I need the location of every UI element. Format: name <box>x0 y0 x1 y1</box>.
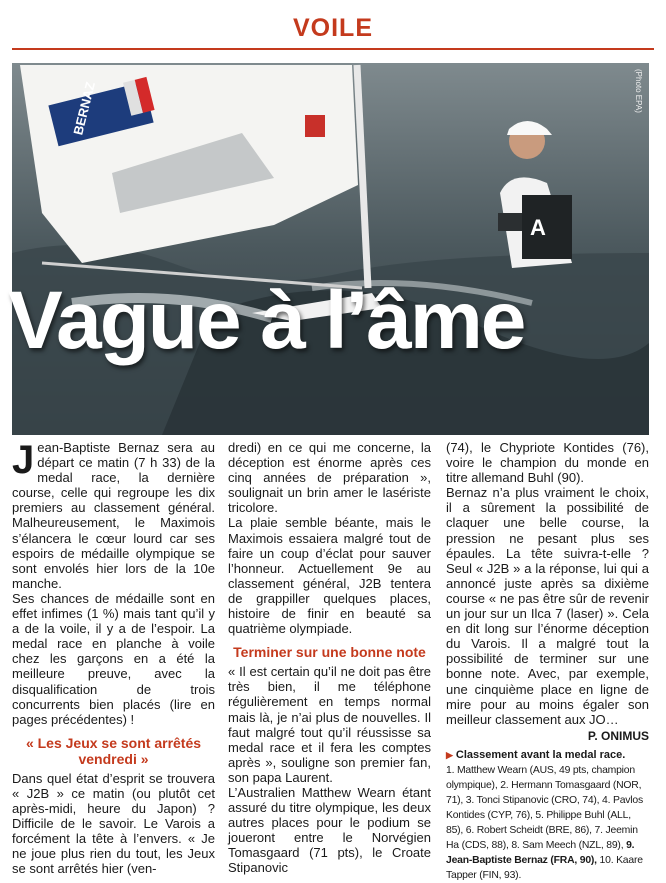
headline: Vague à l’âme <box>8 275 525 366</box>
col1-paragraph-1: ean-Baptiste Bernaz sera au départ ce matin (7 h 33) de la medal race, la dernière course, celle qui regroupe les dix premiers au classement général. Malheureusement, le Maximois s’élancera le cœur lourd car ses espoirs de médaille olympique se sont envolés hier lors de la 10e manche. <box>12 440 215 591</box>
article-column-3 <box>446 440 649 883</box>
section-title: VOILE <box>292 14 373 42</box>
standings-title-text: Classement avant la medal race. <box>455 748 626 761</box>
col2-paragraph-3: « Il est certain qu’il ne doit pas être très bien, il me téléphone régulièrement en temps normal mais là, je n’ai plus de nouvelles. Il faut malgré tout qu’il réussisse sa medal race et il fera les comptes après », souligne son premier fan, son papa Laurent. <box>228 664 431 785</box>
article-column-2 <box>228 440 431 876</box>
col1-paragraph-3: Dans quel état d’esprit se trouvera « J2B » ce matin (ou plutôt cet après-midi, heure du Japon) ? Difficile de le savoir. Le Varois a forcément la tête à l’envers. « Je ne joue plus rien du tout, les Jeux se sont arrêtés hier (ven- <box>12 770 215 877</box>
intertitle-2: Terminer sur une bonne note <box>233 644 426 661</box>
col2-paragraph-2: La plaie semble béante, mais le Maximois essaiera malgré tout de faire un coup d’éclat pour sauver l’honneur. Actuellement 9e au classement général, J2B tentera de grappiller quelques places, histoire de finir en beauté sa quatrième olympiade. <box>228 515 431 637</box>
bib-letters: A <box>530 215 546 240</box>
author-signature: P. ONIMUS <box>587 728 649 743</box>
standings-end: 10. Kaare Tapper (FIN, 93). <box>446 854 643 881</box>
standings-text: 1. Matthew Wearn (AUS, 49 pts, champion olympique), 2. Hermann Tomasgaard (NOR, 71), 3. Tonci Stipanovic (CRO, 74), 4. Pavlos Kontides (CYP, 76), 5. Philippe Buhl (ALL, 85), 6. Robert Scheidt (BRE, 86), 7. Jeemin Ha (CDS, 88), 8. Sam Meech (NZL, 89), <box>446 764 643 851</box>
standings-bernaz: 9. Jean-Baptiste Bernaz (FRA, 90), <box>446 839 635 866</box>
sail-name: BERNAZ <box>70 80 98 137</box>
col3-paragraph-2: Bernaz n’a plus vraiment le choix, il a sûrement la possibilité de claquer une belle course, la pression ne pesant plus ses épaules. La tête suivra-t-elle ? Seul « J2B » a la réponse, lui qui a annoncé juste après sa dixième course « ne pas être sûr de revenir un jour sur un Ilca 7 (laser) ». Cela en dit long sur l’énorme déception du Varois. Il a malgré tout la possibilité de terminer sur une bonne note. Avec, par exemple, une cinquième place en ligne de mire pour au moins égaler son meilleur classement aux JO… <box>446 485 649 727</box>
standings-list <box>446 763 649 883</box>
intertitle-1: « Les Jeux se sont arrêtés vendredi » <box>25 734 202 767</box>
section-rule <box>12 48 654 50</box>
col1-paragraph-2: Ses chances de médaille sont en effet infimes (1 %) mais tant qu’il y a de la voile, il y a de l’espoir. La medal race en planche à voile chez les garçons en a été la meilleure preuve, avec la disqualification de trois concurrents bien placés (lire en pages précédentes) ! <box>12 590 215 727</box>
col2-paragraph-4: L’Australien Matthew Wearn étant assuré du titre olympique, les deux autres places pour le podium se joueront entre le Norvégien Tomasgaard (71 pts), le Croate Stipanovic <box>228 784 431 876</box>
standings-title <box>446 748 649 763</box>
article-column-1 <box>12 440 215 876</box>
photo-illustration <box>12 63 649 435</box>
photo-credit: (Photo EPA) <box>634 69 643 113</box>
col2-paragraph-1: dredi) en ce qui me concerne, la déception est énorme après ces cinq années de préparation », soulignait un brin amer le lasériste tricolore. <box>228 440 431 516</box>
triangle-icon: ▶ <box>446 749 453 760</box>
drop-cap: J <box>12 438 35 482</box>
sailing-photo <box>12 63 649 435</box>
col3-paragraph-1: (74), le Chypriote Kontides (76), voire le champion du monde en titre allemand Buhl (90). <box>446 440 649 486</box>
